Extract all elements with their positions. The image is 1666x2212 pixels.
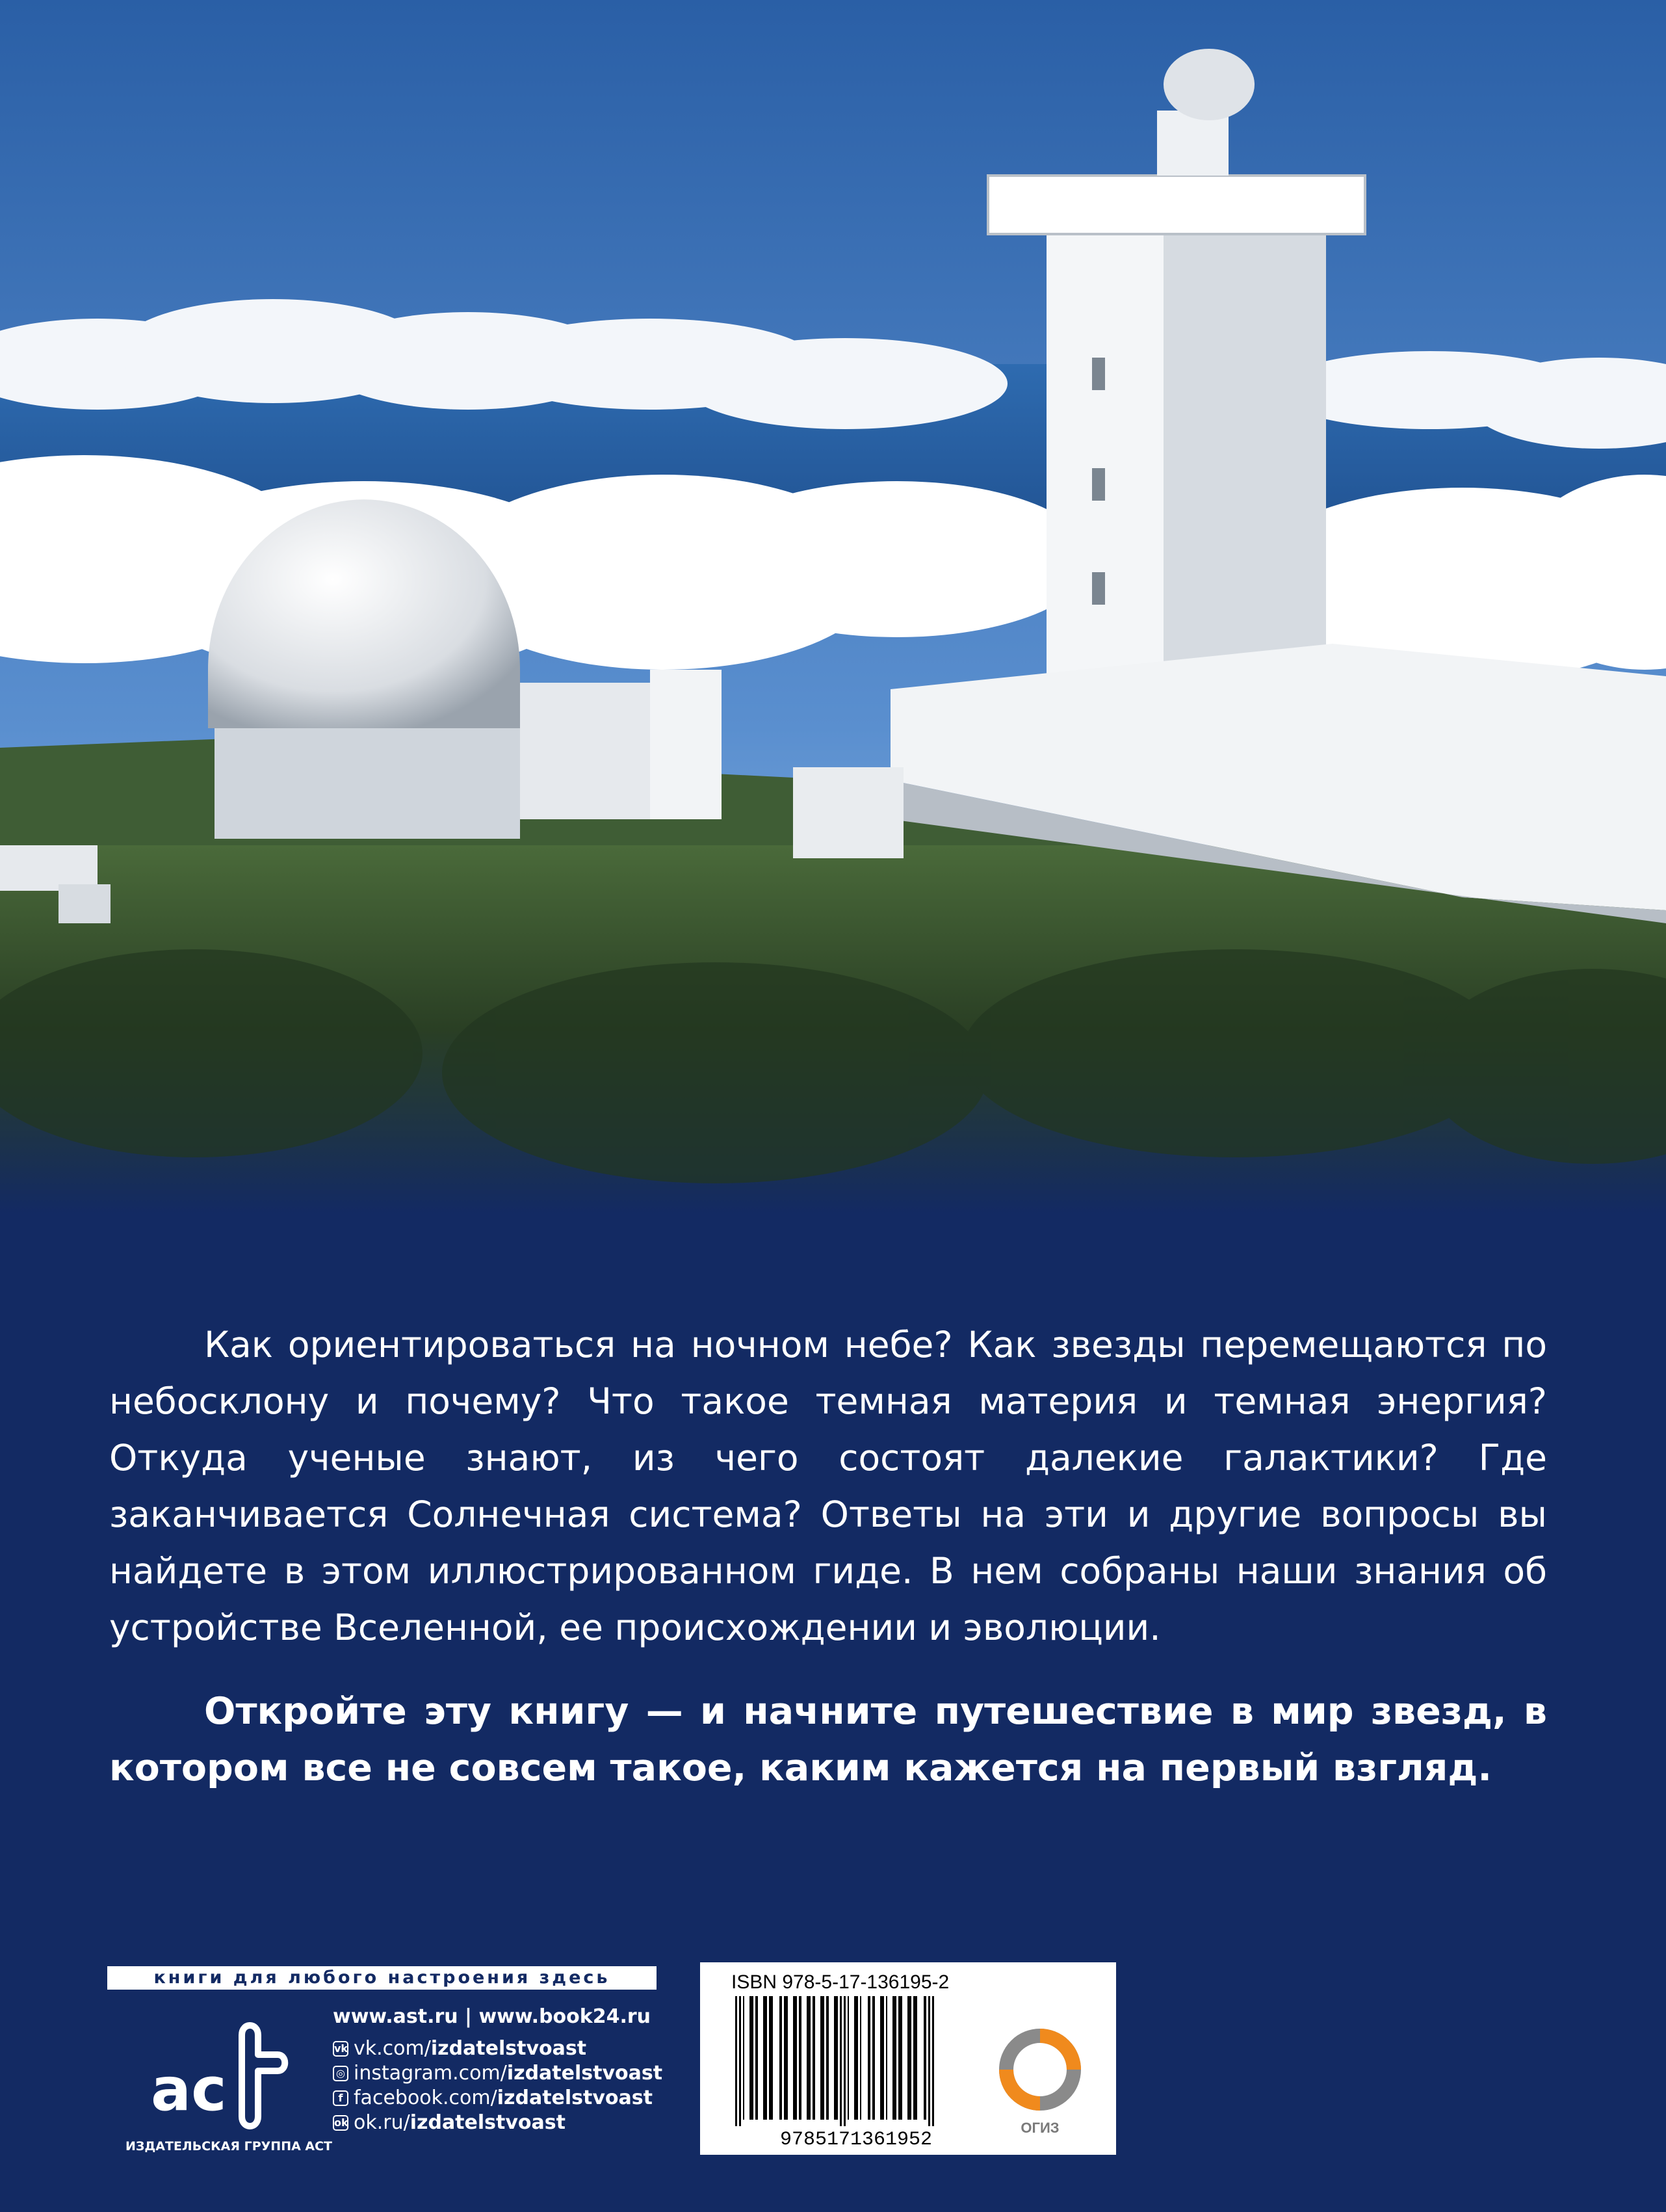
barcode-bar: [826, 1996, 829, 2120]
barcode-bar: [755, 1996, 758, 2120]
ok-icon: ok: [333, 2115, 348, 2131]
publisher-name: ИЗДАТЕЛЬСКАЯ ГРУППА АСТ: [125, 2139, 333, 2153]
social-link-prefix: ok.ru/: [354, 2111, 410, 2134]
isbn-label: ISBN 978-5-17-136195-2: [731, 1971, 950, 1993]
barcode-bar: [834, 1996, 838, 2120]
social-link-facebook[interactable]: [333, 2086, 662, 2111]
barcode-bar: [860, 1996, 861, 2120]
barcode-bar: [868, 1996, 870, 2120]
social-link-handle: izdatelstvoast: [430, 2037, 587, 2060]
barcode-bar: [924, 1996, 926, 2120]
social-link-instagram[interactable]: [333, 2061, 662, 2086]
social-link-ok[interactable]: [333, 2111, 662, 2135]
barcode-bar: [813, 1996, 815, 2120]
barcode-bar: [886, 1996, 887, 2120]
ogiz-label: ОГИЗ: [1021, 2120, 1060, 2136]
barcode-bar: [898, 1996, 902, 2120]
annotation-text: [109, 1317, 1547, 1797]
barcode-bar: [793, 1996, 797, 2120]
barcode-bar: [932, 1996, 934, 2126]
barcode-bar: [763, 1996, 767, 2120]
instagram-icon: ◎: [333, 2066, 348, 2081]
barcode-bar: [769, 1996, 773, 2120]
social-link-handle: izdatelstvoast: [497, 2087, 653, 2109]
vk-icon: vk: [333, 2041, 348, 2057]
social-link-prefix: vk.com/: [354, 2037, 431, 2060]
social-link-prefix: facebook.com/: [354, 2087, 497, 2109]
barcode-bar: [743, 1996, 744, 2120]
barcode-bar: [892, 1996, 896, 2120]
barcode-digits: 9785171361952: [779, 2129, 933, 2150]
barcode-bar: [739, 1996, 741, 2126]
publisher-websites[interactable]: www.ast.ru | www.book24.ru: [333, 2005, 651, 2028]
publisher-tagline: книги для любого настроения здесь: [107, 1966, 657, 1990]
annotation-paragraph-1: Как ориентироваться на ночном небе? Как звезды перемещаются по небосклону и почему? Что такое темная материя и темная энергия? Откуда ученые знают, из чего состоят далекие галактики? Где заканчивается Солнечная система? Ответы на эти и другие вопросы вы найдете в этом иллюстрированном гиде. В нем собраны наши знания об устройстве Вселенной, ее происхождении и эволюции.: [109, 1324, 1547, 1648]
social-link-prefix: instagram.com/: [354, 2062, 507, 2085]
social-link-handle: izdatelstvoast: [506, 2062, 663, 2085]
social-links: [333, 2036, 662, 2135]
isbn-block: [700, 1962, 1116, 2155]
barcode-bar: [880, 1996, 884, 2120]
barcode-bar: [799, 1996, 801, 2120]
ast-logo-mark: ac: [151, 2055, 227, 2124]
ast-logo: [144, 2009, 294, 2133]
ogiz-logo: [991, 2008, 1089, 2138]
isbn-barcode: [726, 1996, 986, 2150]
annotation-paragraph-2: Откройте эту книгу — и начните путешествие в мир звезд, в котором все не совсем такое, каким кажется на первый взгляд.: [109, 1690, 1547, 1789]
social-link-handle: izdatelstvoast: [410, 2111, 566, 2134]
barcode-bar: [872, 1996, 875, 2120]
barcode-bar: [807, 1996, 811, 2120]
barcode-bar: [928, 1996, 930, 2126]
barcode-bar: [848, 1996, 849, 2120]
barcode-bar: [735, 1996, 737, 2126]
barcode-bar: [907, 1996, 911, 2120]
barcode-bar: [779, 1996, 782, 2120]
facebook-icon: f: [333, 2090, 348, 2106]
barcode-bar: [840, 1996, 842, 2126]
barcode-bar: [820, 1996, 824, 2120]
barcode-bar: [749, 1996, 753, 2120]
barcode-bar: [844, 1996, 846, 2126]
barcode-bar: [854, 1996, 858, 2120]
barcode-bar: [784, 1996, 788, 2120]
social-link-vk[interactable]: [333, 2036, 662, 2061]
barcode-bar: [913, 1996, 917, 2120]
